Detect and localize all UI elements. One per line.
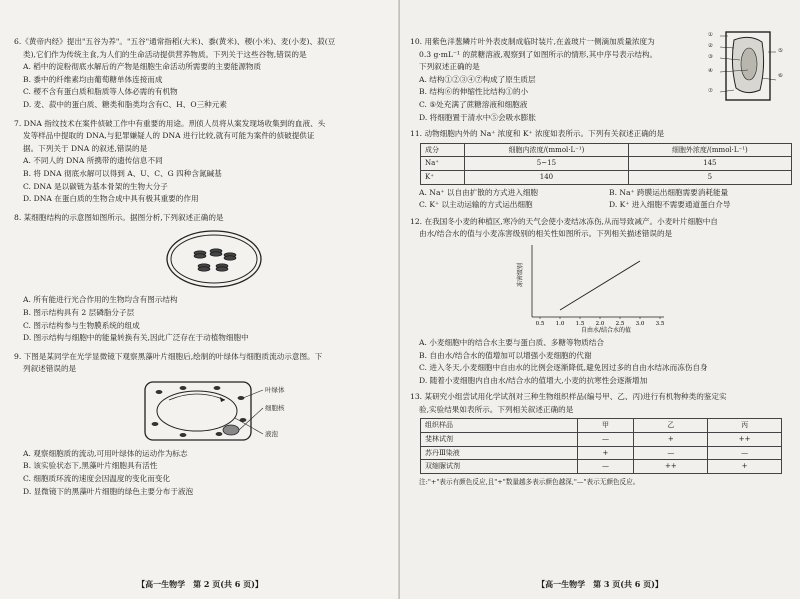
fig9-label-vacuole: 液泡 <box>265 429 278 438</box>
table-header-row <box>421 419 782 433</box>
table-header: 细胞内浓度/(mmol·L⁻¹) <box>465 143 628 157</box>
ion-concentration-table <box>420 143 792 185</box>
q7-stem: 发等样品中提取的 DNA,与犯罪嫌疑人的 DNA 进行比较,就有可能为案件的侦破提供证 <box>23 131 315 141</box>
table-cell: + <box>708 460 782 474</box>
table-cell: ++ <box>634 460 708 474</box>
q12-stem: 12. 在我国冬小麦的种植区,寒冷的天气会使小麦结冰冻伤,从而导致减产。小麦叶片细胞中自 <box>410 216 718 226</box>
question-7 <box>14 118 388 206</box>
q7-option-d: D. DNA 在蛋白质的生物合成中具有极其重要的作用 <box>23 194 199 204</box>
question-13 <box>410 391 786 488</box>
table-header: 乙 <box>634 419 708 433</box>
fig10-labels-left <box>708 30 713 97</box>
q11-option-b: B. Na⁺ 跨膜运出细胞需要消耗能量 <box>609 187 729 197</box>
question-12 <box>410 216 786 388</box>
chart-xlabel: 自由水/结合水的值 <box>580 326 632 334</box>
q8-option-b: B. 图示结构具有 2 层磷脂分子层 <box>23 307 135 317</box>
q11-stem: 11. 动物细胞内外的 Na⁺ 浓度和 K⁺ 浓度如表所示。下列有关叙述正确的是 <box>410 129 665 139</box>
fig10-label: ② <box>708 43 713 49</box>
table-row <box>421 170 792 184</box>
q10-stem: 10. 用紫色洋葱鳞片叶外表皮制成临时装片,在盖玻片一侧滴加质量浓度为 <box>410 37 655 46</box>
question-6 <box>14 36 388 112</box>
q10-option-b: B. 结构⑥的伸缩性比结构①的小 <box>419 87 529 97</box>
fig10-label: ④ <box>708 68 713 74</box>
q12-option-b: B. 自由水/结合水的值增加可以增强小麦细胞的代谢 <box>419 350 592 360</box>
fig10-labels-right <box>778 46 783 82</box>
table-row <box>421 433 782 447</box>
chloroplast-diagram <box>164 228 264 290</box>
chart-series-line <box>560 261 640 310</box>
chart-x-tick-label: 0.5 <box>535 320 545 327</box>
q10-stem: 下列叙述正确的是 <box>419 62 480 72</box>
table-cell: 苏丹Ⅲ染液 <box>421 446 578 460</box>
fig9-label-nucleus: 细胞核 <box>265 403 285 412</box>
q7-option-a: A. 不同人的 DNA 所携带的遗传信息不同 <box>23 156 163 166</box>
table-header-row <box>421 143 792 157</box>
table-header: 甲 <box>577 419 634 433</box>
plasmolysis-diagram <box>710 28 780 104</box>
q11-options-row-1 <box>410 187 786 200</box>
question-8 <box>14 212 388 345</box>
q9-option-a: A. 观察细胞质的流动,可用叶绿体的运动作为标志 <box>23 448 188 458</box>
table-cell: — <box>577 433 634 447</box>
table-row <box>421 460 782 474</box>
chart-x-tick-label: 3.5 <box>655 320 665 327</box>
figure-12-chart <box>410 241 786 337</box>
table-cell: 140 <box>465 170 628 184</box>
q8-option-c: C. 图示结构参与生物膜系统的组成 <box>23 320 140 330</box>
fig10-label: ① <box>708 32 713 38</box>
fig10-label: ⑥ <box>778 73 783 79</box>
q10-option-a: A. 结构①②③④⑦构成了原生质层 <box>419 74 536 84</box>
question-9 <box>14 351 388 499</box>
question-11 <box>410 128 786 212</box>
question-10 <box>410 32 786 124</box>
q9-stem: 9. 下图是某同学在光学显微镜下观察黑藻叶片细胞后,绘制的叶绿体与细胞质流动示意图。下 <box>14 351 323 361</box>
q12-option-c: C. 进入冬天,小麦细胞中自由水的比例会逐渐降低,避免因过多的自由水结冰而冻伤自身 <box>419 363 708 373</box>
q10-stem: 0.3 g·mL⁻¹ 的蔗糖溶液,观察到了如图所示的情形,其中序号表示结构。 <box>419 49 658 59</box>
table-cell: — <box>577 460 634 474</box>
table-cell: — <box>708 446 782 460</box>
q11-option-c: C. K⁺ 以主动运输的方式运出细胞 <box>419 200 533 210</box>
table-cell: 双缩脲试剂 <box>421 460 578 474</box>
q13-stem: 13. 某研究小组尝试用化学试剂对三种生物组织样品(编号甲、乙、丙)进行有机物种类的鉴定实 <box>410 392 727 402</box>
q8-option-a: A. 所有能进行光合作用的生物均含有图示结构 <box>23 295 178 305</box>
q6-option-a: A. 稻中的淀粉彻底水解后的产物是细胞生命活动所需要的主要能源物质 <box>23 62 262 72</box>
q7-option-b: B. 将 DNA 彻底水解可以得到 A、U、C、G 四种含氮碱基 <box>23 168 222 178</box>
chart-x-tick-label: 2.5 <box>615 320 625 327</box>
chart-ylabel: 冻害级别 <box>517 262 524 287</box>
q12-option-d: D. 随着小麦细胞内自由水/结合水的值增大,小麦的抗寒性会逐渐增加 <box>419 375 648 385</box>
table-cell: 5~15 <box>465 157 628 171</box>
q11-option-a: A. Na⁺ 以自由扩散的方式进入细胞 <box>419 187 539 197</box>
q7-stem: 据。下列关于 DNA 的叙述,错误的是 <box>23 143 148 153</box>
q10-option-d: D. 将细胞置于清水中⑤会吸水膨胀 <box>419 112 536 122</box>
page-3-footer: 【高一生物学 第 3 页(共 6 页)】 <box>537 579 663 590</box>
q6-option-c: C. 稷不含有蛋白质和脂质等人体必需的有机物 <box>23 87 178 97</box>
table-row <box>421 157 792 171</box>
q11-option-d: D. K⁺ 进入细胞不需要通道蛋白介导 <box>609 200 731 210</box>
table-cell: 145 <box>628 157 791 171</box>
table-cell: ++ <box>708 433 782 447</box>
table-cell: 斐林试剂 <box>421 433 578 447</box>
fig10-label: ⑤ <box>778 48 783 54</box>
table-header: 组织样品 <box>421 419 578 433</box>
chart-x-tick-label: 1.5 <box>575 320 585 327</box>
figure-8-chloroplast <box>14 224 388 294</box>
q9-stem: 列叙述错误的是 <box>23 364 77 374</box>
chart-x-tick-label: 1.0 <box>555 320 565 327</box>
left-column <box>14 36 388 498</box>
q8-stem: 8. 某细胞结构的示意图如图所示。据图分析,下列叙述正确的是 <box>14 212 224 222</box>
q9-option-c: C. 细胞质环流的速度会因温度的变化而变化 <box>23 474 171 484</box>
page-3 <box>400 0 800 599</box>
q8-option-d: D. 图示结构与细胞中的能量转换有关,因此广泛存在于动植物细胞中 <box>23 333 249 343</box>
q12-stem: 由水/结合水的值与小麦冻害级别的相关性如图所示。下列相关描述错误的是 <box>419 229 673 239</box>
q6-stem: 类),它们作为传统主食,为人们的生命活动提供营养物质。下列关于这些谷物,错误的是 <box>23 49 307 59</box>
q12-option-a: A. 小麦细胞中的结合水主要与蛋白质、多糖等物质结合 <box>419 337 604 347</box>
table-cell: 5 <box>628 170 791 184</box>
q9-option-b: B. 该实验状态下,黑藻叶片细胞具有活性 <box>23 461 158 471</box>
q7-option-c: C. DNA 是以碳链为基本骨架的生物大分子 <box>23 181 168 191</box>
figure-9-cell <box>14 376 388 448</box>
table-row <box>421 446 782 460</box>
chart-x-tick-label: 3.0 <box>635 320 645 327</box>
table-cell: + <box>634 433 708 447</box>
right-column <box>410 32 786 488</box>
frost-damage-chart <box>510 241 670 335</box>
table-cell: Na⁺ <box>421 157 465 171</box>
reagent-result-table <box>420 418 782 473</box>
chart-x-tick-label: 2.0 <box>595 320 605 327</box>
fig10-label: ③ <box>708 54 713 60</box>
table-cell: K⁺ <box>421 170 465 184</box>
fig9-label-chloroplast: 叶绿体 <box>265 385 285 394</box>
q7-stem: 7. DNA 指纹技术在案件侦破工作中有重要的用途。刑侦人员将从案发现场收集到的血液、头 <box>14 118 326 128</box>
q13-table-note: 注:"+"表示有颜色反应,且"+"数量越多表示颜色越深,"—"表示无颜色反应。 <box>419 477 640 486</box>
q9-option-d: D. 显微镜下的黑藻叶片细胞的绿色主要分布于液泡 <box>23 486 194 496</box>
q6-option-b: B. 黍中的纤维素均由葡萄糖单体连接而成 <box>23 74 163 84</box>
table-cell: — <box>634 446 708 460</box>
fig10-label: ⑦ <box>708 88 713 94</box>
q10-option-c: C. ⑤处充满了蔗糖溶液和细胞液 <box>419 99 528 109</box>
table-cell: + <box>577 446 634 460</box>
q6-option-d: D. 麦、菽中的蛋白质、糖类和脂类均含有C、H、O三种元素 <box>23 99 227 109</box>
table-header: 成分 <box>421 143 465 157</box>
table-header: 丙 <box>708 419 782 433</box>
page-2-footer: 【高一生物学 第 2 页(共 6 页)】 <box>137 579 263 590</box>
q13-stem: 验,实验结果如表所示。下列相关叙述正确的是 <box>419 404 574 414</box>
table-header: 细胞外浓度/(mmol·L⁻¹) <box>628 143 791 157</box>
q6-stem: 6.《黄帝内经》提出"五谷为养"。"五谷"通常指稻(大米)、黍(黄米)、稷(小米)、麦(小麦)、菽(豆 <box>14 37 336 46</box>
q11-options-row-2 <box>410 199 786 212</box>
